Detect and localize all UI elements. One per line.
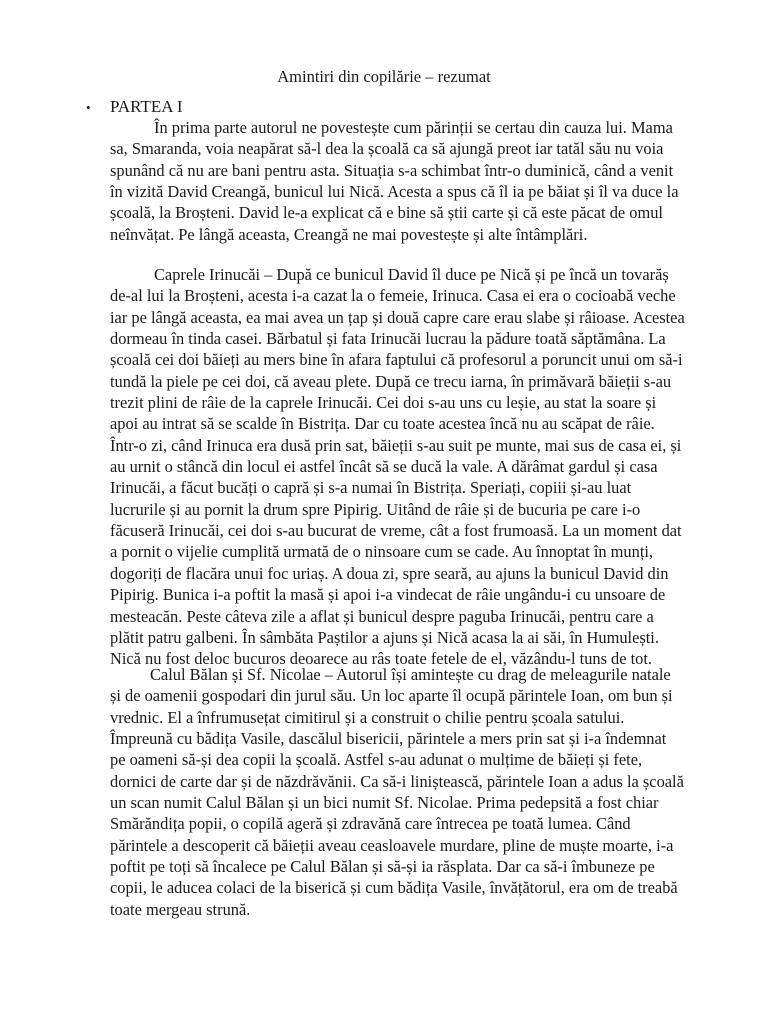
section-heading: PARTEA I bbox=[110, 97, 183, 116]
paragraph-calul-balan: Calul Bălan și Sf. Nicolae – Autorul își amintește cu drag de meleagurile natale și de oamenii gospodari din jurul său. Un loc aparte îl ocupă părintele Ioan, om bun și vrednic. El a înfrumusețat cimitirul și a construit o chilie pentru școala satului. Împreună cu bădița Vasile, dascălul bisericii, părintele a mers prin sat și i-a îndemnat pe oameni să-și dea copii la școală. Astfel s-au adunat o mulțime de băieți și fete, dornici de carte dar și de năzdrăvănii. Ca să-i liniștească, părintele Ioan a adus la școală un scan numit Calul Bălan și un bici numit Sf. Nicolae. Prima pedepsită a fost chiar Smărăndița popii, o copilă ageră și zdravănă care întrecea pe toată lumea. Când părintele a descoperit că băieții aveau ceasloavele murdare, pline de muște moarte, i-a poftit pe toți să încalece pe Calul Bălan și să-și ia răsplata. Dar ca să-i îmbuneze pe copii, le aducea colaci de la biserică și cum bădița Vasile, învățătorul, era om de treabă toate mergeau strună. bbox=[110, 665, 684, 919]
paragraph-intro: În prima parte autorul ne povestește cum părinții se certau din cauza lui. Mama sa, Smaranda, voia neapărat să-l dea la școală ca să ajungă preot iar tatăl său nu voia spunând că nu are bani pentru asta. Situația s-a schimbat într-o duminică, când a venit în vizită David Creangă, bunicul lui Nică. Acesta a spus că îl ia pe băiat și îl va duce la școală, la Broșteni. David le-a explicat că e bine să știi carte și că este păcat de omul neînvățat. Pe lângă aceasta, Creangă ne mai povestește și alte întâmplări. bbox=[110, 118, 679, 244]
paragraph-caprele-irinucai: Caprele Irinucăi – După ce bunicul David îl duce pe Nică și pe încă un tovarăș de-al lui la Broșteni, acesta i-a cazat la o femeie, Irinuca. Casa ei era o cocioabă veche iar pe lângă aceasta, ea mai avea un țap și două capre care erau slabe și râioase. Acestea dormeau în tinda casei. Bărbatul și fata Irinucăi lucrau la pădure toată săptămâna. La școală cei doi băieți au mers bine în afara faptului că profesorul a poruncit unui om să-i tundă la piele pe cei doi, că aveau plete. După ce trecu iarna, în primăvară băieții s-au trezit plini de râie de la caprele Irinucăi. Cei doi s-au uns cu leșie, au stat la soare și apoi au intrat să se scalde în Bistrița. Dar cu toate acestea încă nu au scăpat de râie. Într-o zi, când Irinuca era dusă prin sat, băieții s-au suit pe munte, mai sus de casa ei, și au urnit o stâncă din locul ei astfel încât să se ducă la vale. A dărâmat gardul și casa Irinucăi, a făcut bucăți o capră și s-a numai în Bistrița. Speriați, copiii și-au luat lucrurile și au pornit la drum spre Pipirig. Uitând de râie și de bucuria pe care i-o făcuseră Irinucăi, cei doi s-au bucurat de vreme, cât a fost frumoasă. La un moment dat a pornit o vijelie cumplită urmată de o ninsoare cum se cade. Au înnoptat în munți, dogoriți de flacăra unui foc uriaș. A doua zi, spre seară, au ajuns la bunicul David din Pipirig. Bunica i-a poftit la masă și apoi i-a vindecat de râie ungându-i cu unsoare de mesteacăn. Peste câteva zile a aflat și bunicul despre paguba Irinucăi, pentru care a plătit patru galbeni. În sâmbăta Paștilor a ajuns și Nică acasa la ai săi, în Humulești. Nică nu fost deloc bucuros deoarece au râs toate fetele de el, văzându-l tuns de tot. bbox=[110, 265, 685, 669]
document-title: Amintiri din copilărie – rezumat bbox=[277, 67, 491, 86]
bullet-marker: • bbox=[86, 100, 91, 115]
